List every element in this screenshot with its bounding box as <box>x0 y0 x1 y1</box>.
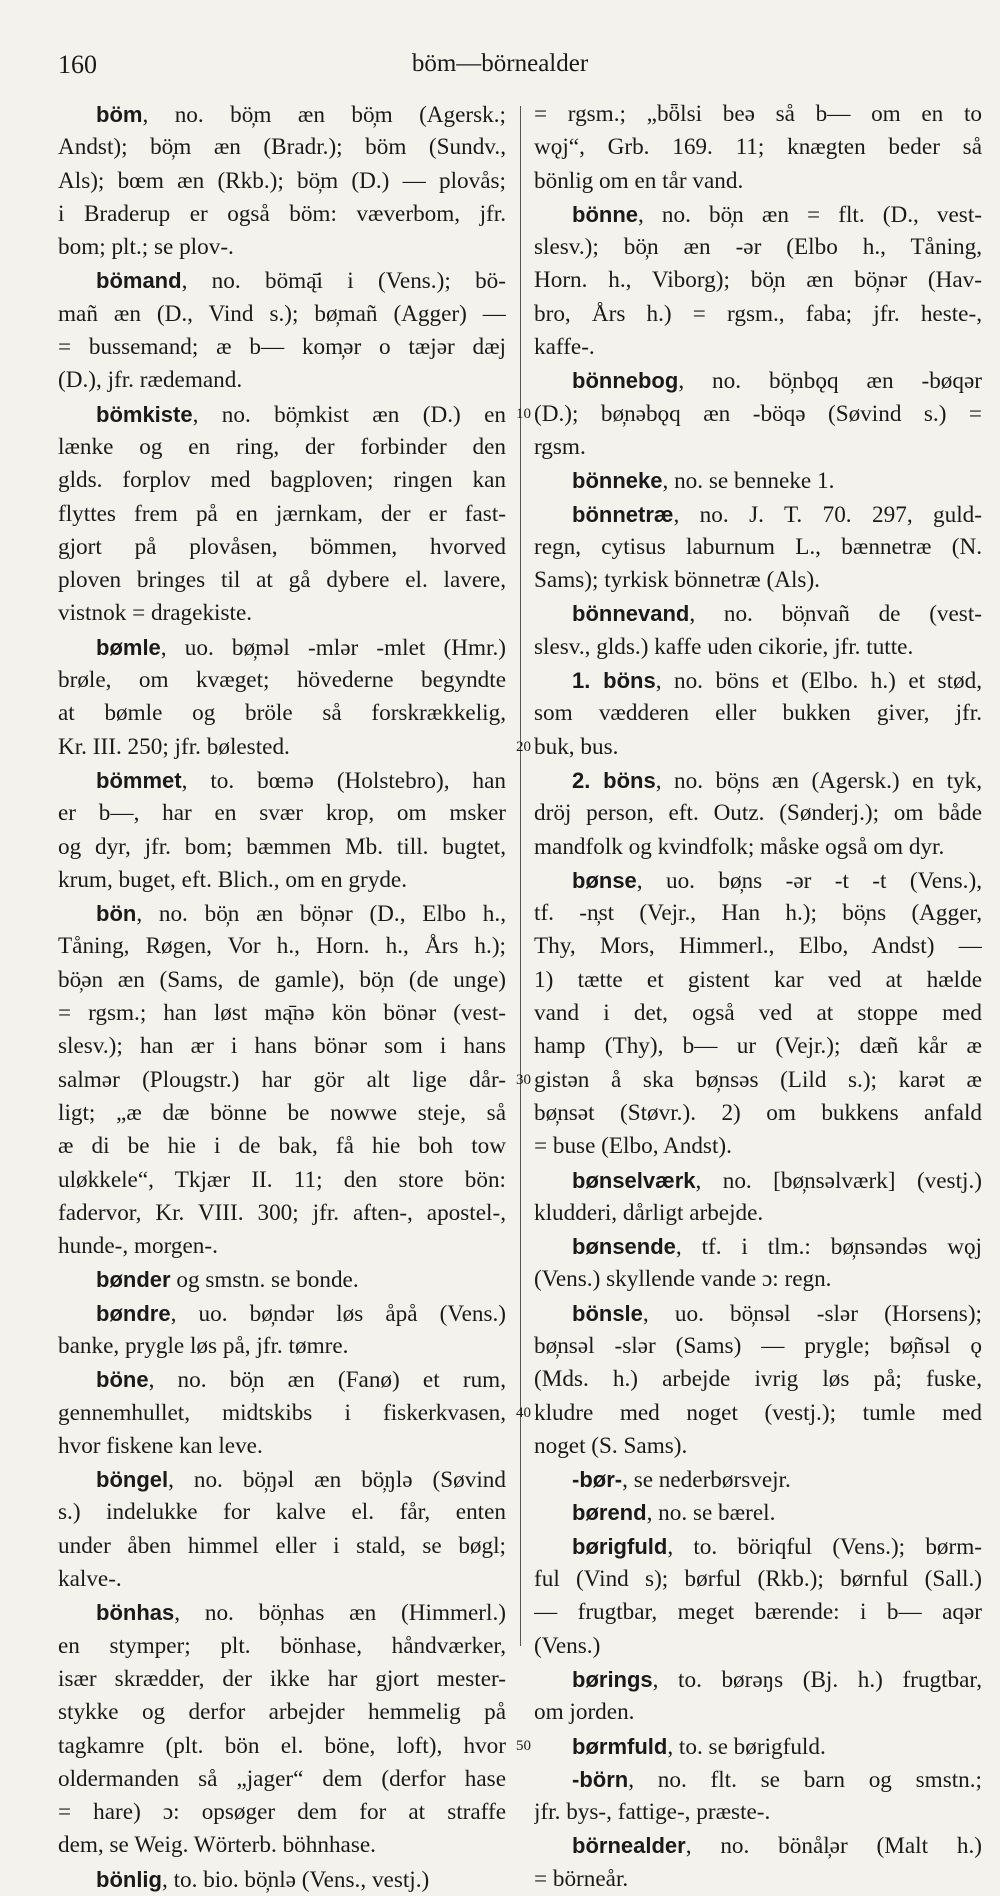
page-number: 160 <box>58 50 97 79</box>
text-line: bönne, no. bö̦n æn = flt. (D., vest- <box>572 201 982 228</box>
headword: -bør- <box>572 1467 623 1493</box>
headword: bönne <box>572 201 638 227</box>
text-line: uløkkele“, Tkjær II. 11; den store bön: <box>58 1166 506 1193</box>
headword: bønse <box>572 867 637 893</box>
headword: bønsende <box>572 1234 676 1260</box>
text-line: = hare) ɔ: opsøger dem for at straffe <box>58 1799 506 1826</box>
headword: 2. böns <box>572 767 656 793</box>
text-line: bønse, uo. bø̦ns -ər -t -t (Vens.), <box>572 867 982 894</box>
text-line: bønsende, tf. i tlm.: bø̦nsəndəs wǫj <box>572 1234 982 1261</box>
headword: bøndre <box>96 1300 171 1326</box>
text-line: gjort på plovåsen, bömmen, hvorved <box>58 533 506 560</box>
text-line: om jorden. <box>534 1699 635 1726</box>
text-line: børend, no. se bærel. <box>572 1500 776 1527</box>
headword: børend <box>572 1500 647 1526</box>
line-number: 10 <box>516 405 531 422</box>
text-line: -börn, no. flt. se barn og smstn.; <box>572 1766 982 1793</box>
headword: böm <box>96 102 143 127</box>
headword: børigfuld <box>572 1533 668 1559</box>
headword: bönnevand <box>572 601 690 627</box>
text-line: og dyr, jfr. bom; bæmmen Mb. till. bugtet, <box>58 833 506 860</box>
left-column <box>58 98 506 1896</box>
text-line: fadervor, Kr. VIII. 300; jfr. aften-, apostel-, <box>58 1199 506 1226</box>
headword: bönhas <box>96 1600 175 1626</box>
text-line: salmər (Plougstr.) har gör alt lige dår- <box>58 1066 506 1093</box>
text-line: lænke og en ring, der forbinder den <box>58 433 506 460</box>
text-line: regn, cytisus laburnum L., bænnetræ (N. <box>534 533 982 560</box>
headword: 1. böns <box>572 668 656 694</box>
text-line: mañ æn (D., Vind s.); bø̦mañ (Agger) — <box>58 300 506 327</box>
text-line: s.) indelukke for kalve el. får, enten <box>58 1499 506 1526</box>
text-line: tf. -n̦st (Vejr., Han h.); bö̦ns (Agger, <box>534 900 982 927</box>
text-line: bø̦nsəl -slər (Sams) — prygle; bø̦ñsəl ǫ <box>534 1332 982 1359</box>
text-line: wǫj“, Grb. 169. 11; knægten beder så <box>534 134 982 161</box>
text-line: en stymper; plt. bönhase, håndværker, <box>58 1632 506 1659</box>
text-line: (D.); bø̦nəbǫq æn -böqə (Søvind s.) = <box>534 400 982 427</box>
text-line: bön, no. bö̦n æn bö̦nər (D., Elbo h., <box>96 901 506 928</box>
text-line: tagkamre (plt. bön el. böne, loft), hvor <box>58 1732 506 1759</box>
headword: børmfuld <box>572 1733 668 1759</box>
text-line: Kr. III. 250; jfr. bølested. <box>58 733 290 760</box>
text-line: = bussemand; æ b— kom̦ər o tæjər dæj <box>58 334 506 361</box>
text-columns <box>58 98 982 1893</box>
text-line: rgsm. <box>534 433 586 460</box>
text-line: bönlig, to. bio. bö̦nlə (Vens., vestj.) <box>96 1866 430 1893</box>
text-line: Andst); bö̦m æn (Bradr.); böm (Sundv., <box>58 134 506 161</box>
line-number: 20 <box>516 738 531 755</box>
text-line: = rgsm.; „bȫlsi beə så b— om en to <box>534 101 982 127</box>
text-line: slesv.); bö̦n æn -ər (Elbo h., Tåning, <box>534 234 982 261</box>
text-line: gistən å ska bø̦nsəs (Lild s.); karət æ <box>534 1066 982 1093</box>
text-line: bom; plt.; se plov-. <box>58 234 234 261</box>
text-line: = buse (Elbo, Andst). <box>534 1133 732 1160</box>
text-line: — frugtbar, meget bærende: i b— aqər <box>534 1599 982 1626</box>
headword: böngel <box>96 1467 169 1493</box>
line-number: 40 <box>516 1404 531 1421</box>
text-line: kaffe-. <box>534 334 595 361</box>
headword: bönnetræ <box>572 501 674 527</box>
text-line: börnealder, no. bönål̦ər (Malt h.) <box>572 1833 982 1860</box>
text-line: glds. forplov med bagploven; ringen kan <box>58 467 506 494</box>
text-line: buk, bus. <box>534 733 619 760</box>
text-line: bønder og smstn. se bonde. <box>96 1267 359 1294</box>
text-line: = börneår. <box>534 1865 629 1892</box>
text-line: æ di be hie i de bak, få hie boh tow <box>58 1133 506 1160</box>
text-line: (Vens.) skyllende vande ɔ: regn. <box>534 1266 832 1293</box>
text-line: som vædderen eller bukken giver, jfr. <box>534 700 982 727</box>
text-line: banke, prygle løs på, jfr. tømre. <box>58 1332 349 1359</box>
text-line: bönhas, no. bö̦nhas æn (Himmerl.) <box>96 1600 506 1627</box>
text-line: 1. böns, no. böns et (Elbo. h.) et stød, <box>572 668 982 695</box>
text-line: bönnebog, no. bö̦nbǫq æn -bøqər <box>572 368 982 395</box>
text-line: 1) tætte et gistent kar ved at hælde <box>534 966 982 993</box>
headword: bønselværk <box>572 1167 696 1193</box>
headword: bönlig <box>96 1866 162 1892</box>
text-line: -bør-, se nederbørsvejr. <box>572 1467 791 1494</box>
text-line: hunde-, morgen-. <box>58 1233 218 1260</box>
headword: bömkiste <box>96 401 193 427</box>
text-line: dem, se Weig. Wörterb. böhnhase. <box>58 1832 376 1859</box>
text-line: vistnok = dragekiste. <box>58 600 253 627</box>
text-line: = rgsm.; han løst mą̄nə kön bönər (vest- <box>58 1000 506 1027</box>
headword: bønder <box>96 1267 171 1293</box>
text-line: bøndre, uo. bø̦ndər løs åpå (Vens.) <box>96 1300 506 1327</box>
text-line: (Mds. h.) arbejde ivrig løs på; fuske, <box>534 1366 982 1393</box>
text-line: Horn. h., Viborg); bö̦n æn bö̦nər (Hav- <box>534 267 982 294</box>
text-line: bömand, no. bömą̄i i (Vens.); bö- <box>96 268 506 295</box>
text-line: hamp (Thy), b— ur (Vejr.); dæñ kår æ <box>534 1033 982 1060</box>
text-line: ful (Vind s); børful (Rkb.); børnful (Sall.) <box>534 1566 982 1593</box>
text-line: (D.), jfr. rædemand. <box>58 367 243 394</box>
headword: -börn <box>572 1766 629 1792</box>
text-line: böngel, no. bö̦ŋəl æn bö̦ŋlə (Søvind <box>96 1467 506 1494</box>
text-line: oldermanden så „jager“ dem (derfor hase <box>58 1765 506 1792</box>
text-line: hvor fiskene kan leve. <box>58 1432 263 1459</box>
text-line: 2. böns, no. bö̦ns æn (Agersk.) en tyk, <box>572 767 982 794</box>
right-column <box>534 98 982 1896</box>
headword: böne <box>96 1367 149 1393</box>
text-line: gennemhullet, midtskibs i fiskerkvasen, <box>58 1399 506 1426</box>
text-line: især skrædder, der ikke har gjort mester- <box>58 1665 506 1692</box>
text-line: krum, buget, eft. Blich., om en gryde. <box>58 866 408 893</box>
text-line: Sams); tyrkisk bönnetræ (Als). <box>534 567 820 594</box>
text-line: noget (S. Sams). <box>534 1432 688 1459</box>
text-line: kludderi, dårligt arbejde. <box>534 1199 764 1226</box>
headword: börnealder <box>572 1833 686 1859</box>
text-line: (Vens.) <box>534 1632 601 1659</box>
text-line: bömkiste, no. bö̦mkist æn (D.) en <box>96 401 506 428</box>
text-line: Tåning, Røgen, Vor h., Horn. h., Års h.); <box>58 933 506 960</box>
text-line: slesv.); han ær i hans bönər som i hans <box>58 1033 506 1060</box>
headword: bömand <box>96 268 182 294</box>
headword: bönsle <box>572 1300 643 1326</box>
text-line: bönnevand, no. bö̦nvañ de (vest- <box>572 601 982 628</box>
text-line: mandfolk og kvindfolk; måske også om dyr. <box>534 833 945 860</box>
text-line: Thy, Mors, Himmerl., Elbo, Andst) — <box>534 933 982 960</box>
line-number: 30 <box>516 1071 531 1088</box>
text-line: ploven bringes til at gå dybere el. lavere, <box>58 567 506 594</box>
text-line: jfr. bys-, fattige-, præste-. <box>534 1799 771 1826</box>
text-line: Als); bœm æn (Rkb.); bö̦m (D.) — plovås; <box>58 167 506 194</box>
text-line: bönneke, no. se benneke 1. <box>572 468 835 495</box>
text-line: bö̦ən æn (Sams, de gamle), bö̦n (de unge) <box>58 966 506 993</box>
text-line: børigfuld, to. böriqful (Vens.); børm- <box>572 1533 982 1560</box>
text-line: i Braderup er også böm: væverbom, jfr. <box>58 200 506 227</box>
text-line: børmfuld, to. se børigfuld. <box>572 1733 826 1760</box>
text-line: bro, Års h.) = rgsm., faba; jfr. heste-, <box>534 300 982 327</box>
text-line: böne, no. bö̦n æn (Fanø) et rum, <box>96 1367 506 1394</box>
text-line: dröj person, eft. Outz. (Sønderj.); om både <box>534 800 982 827</box>
headword: bönneke <box>572 468 663 494</box>
text-line: flyttes frem på en jærnkam, der er fast- <box>58 500 506 527</box>
text-line: kalve-. <box>58 1566 122 1593</box>
text-line: böm, no. bö̦m æn bö̦m (Agersk.; <box>96 102 506 128</box>
text-line: at bømle og bröle så forskrækkelig, <box>58 700 506 727</box>
text-line: bönlig om en tår vand. <box>534 167 744 194</box>
headword: bømle <box>96 634 161 660</box>
text-line: ligt; „æ dæ bönne be nowwe steje, så <box>58 1099 506 1126</box>
text-line: bönsle, uo. bö̦nsəl -slər (Horsens); <box>572 1300 982 1327</box>
running-head: böm—börnealder <box>411 50 589 77</box>
text-line: stykke og derfor arbejder hemmelig på <box>58 1699 506 1726</box>
text-line: er b—, har en svær krop, om msker <box>58 800 506 827</box>
headword: bönnebog <box>572 368 679 394</box>
text-line: bø̦nsət (Støvr.). 2) om bukkens anfald <box>534 1099 982 1126</box>
text-line: kludre med noget (vestj.); tumle med <box>534 1399 982 1426</box>
text-line: under åben himmel eller i stald, se bøgl; <box>58 1532 506 1559</box>
text-line: slesv., glds.) kaffe uden cikorie, jfr. tutte. <box>534 633 914 660</box>
text-line: brøle, om kvæget; hövederne begyndte <box>58 667 506 694</box>
headword: bömmet <box>96 767 182 793</box>
text-line: bönnetræ, no. J. T. 70. 297, guld- <box>572 501 982 528</box>
text-line: vand i det, også ved at stoppe med <box>534 1000 982 1027</box>
headword: børings <box>572 1666 653 1692</box>
text-line: bömmet, to. bœmə (Holstebro), han <box>96 767 506 794</box>
headword: bön <box>96 901 137 927</box>
text-line: bømle, uo. bø̦məl -mlər -mlet (Hmr.) <box>96 634 506 661</box>
line-number: 50 <box>516 1737 531 1754</box>
text-line: bønselværk, no. [bø̦nsəlværk] (vestj.) <box>572 1167 982 1194</box>
text-line: børings, to. børəŋs (Bj. h.) frugtbar, <box>572 1666 982 1693</box>
